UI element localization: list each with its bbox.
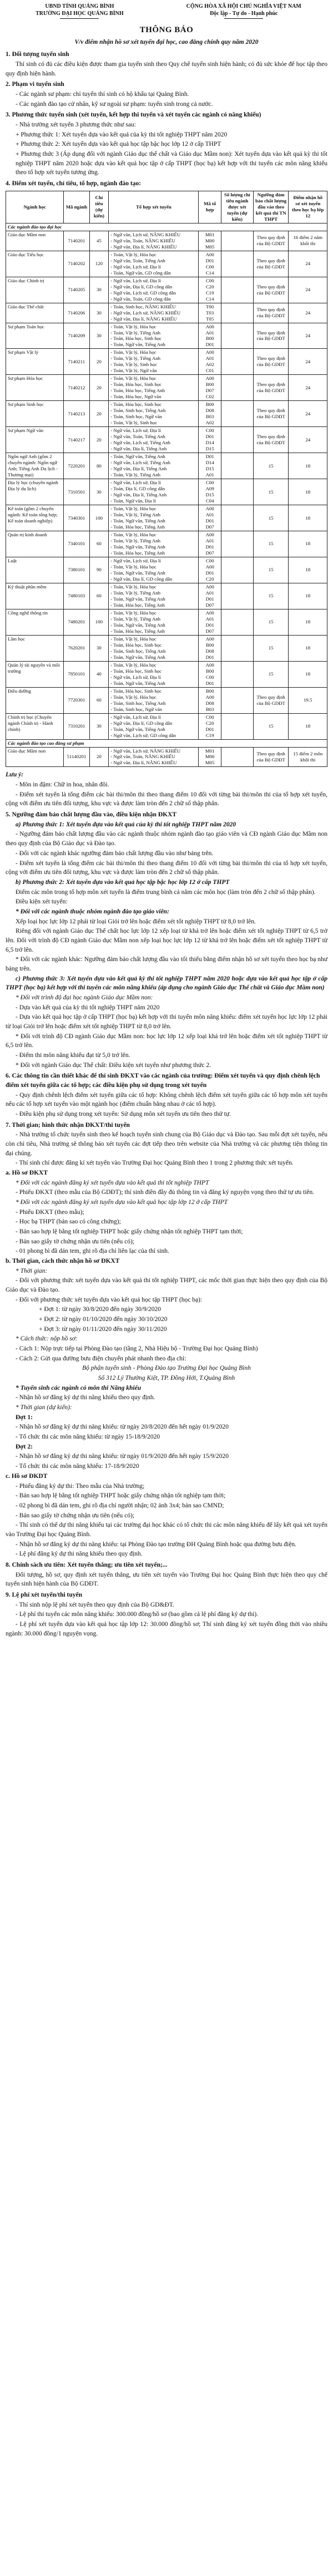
cell-threshold: Theo quy định của Bộ GDĐT [253, 323, 289, 349]
table-row [6, 303, 327, 323]
cell-combo-codes: A00 A01 D01 D07 [199, 583, 221, 609]
section-7c-text-1: - Phiếu đăng ký dự thi: Theo mẫu của Nhà trường; [16, 1482, 145, 1490]
cell-combos: - Ngữ văn, Lịch sử, Địa lí - Toán, Vật lý, Hóa học - Toán, Ngữ văn, Tiếng Anh - Ngữ văn, Địa lí, GD công dân [109, 557, 199, 583]
cell-major-code: 7140202 [64, 251, 89, 277]
cell-hoc-ba: 18 [289, 557, 327, 583]
cell-combo-codes: C00 C20 D01 C19 [199, 713, 221, 739]
motto-divider [224, 18, 263, 19]
cell-major-name: Kế toán (gồm 2 chuyên ngành: Kế toán tổng hợp; Kế toán doanh nghiệp) [6, 505, 64, 531]
section-3-text-2: + Phương thức 1: Xét tuyển dựa vào kết quả của kỳ thi tốt nghiệp THPT năm 2020 [16, 131, 228, 138]
cell-quota: 120 [89, 251, 109, 277]
section-5-method-2-text-1: Điểm các môn trong tổ hợp môn xét tuyển là điểm trung bình cả năm các môn học (làm tròn đến 2 chữ số thập phân). [16, 888, 316, 896]
section-4-heading: 4. Điểm xét tuyển, chỉ tiêu, tổ hợp, ngành đào tạo: [6, 180, 142, 187]
cell-major-code: 7620201 [64, 635, 89, 661]
cell-quota-count [221, 713, 253, 739]
cell-threshold: 15 [253, 479, 289, 505]
cell-combos: - Toán, Hóa học, Sinh học - Toán, Sinh học, Tiếng Anh - Toán, Sinh học, Ngữ văn - Toán, Vật lý, Sinh học [109, 401, 199, 427]
cell-quota-count [221, 453, 253, 479]
cell-combo-codes: M01 M00 M05 [199, 747, 221, 767]
cell-quota-count [221, 251, 253, 277]
cell-quota: 30 [89, 713, 109, 739]
section-7b-text-19: - Nhận hồ sơ đăng ký dự thi năng khiếu: từ ngày 01/9/2020 đến hết ngày 15/9/2020 [16, 1453, 229, 1460]
cell-combo-codes: A00 D01 C00 C14 [199, 251, 221, 277]
cell-quota-count [221, 303, 253, 323]
section-7a-text-6: - Bản sao hợp lệ bằng tốt nghiệp THPT hoặc giấy chứng nhận tốt nghiệp THPT tạm thời; [16, 1228, 243, 1236]
section-7c-text-6: - Nhận hồ sơ đăng ký dự thi năng khiếu: tại Phòng Đào tạo trường ĐH Quảng Bình hoặc qua đường bưu điện. [16, 1541, 296, 1548]
section-7c-heading: c. Hồ sơ ĐKDT [6, 1472, 48, 1480]
col-header-major: Ngành học [6, 191, 64, 223]
section-5-method-2-text-3: * Đối với các ngành thuộc nhóm ngành đào tạo giáo viên: [16, 908, 169, 915]
section-2-text-1: - Các ngành sư phạm: chỉ tuyển thí sinh có hộ khẩu tại Quảng Bình. [16, 91, 189, 98]
section-5-method-1-text-2: - Đối với các ngành khác ngưỡng đảm bảo chất lượng đầu vào như bảng trên. [16, 850, 214, 857]
cell-hoc-ba: 18 [289, 531, 327, 557]
section-5-method-3-text-2: - Dựa vào kết quả của kỳ thi tốt nghiệp THPT năm 2020 [16, 1004, 160, 1011]
cell-quota: 20 [89, 401, 109, 427]
issuer-agency: UBND TỈNH QUẢNG BÌNH [45, 3, 114, 9]
cell-hoc-ba: 18 [289, 583, 327, 609]
section-7a-text-4: - Phiếu ĐKXT (theo mẫu); [16, 1208, 84, 1216]
cell-major-name: Địa lý học (chuyên ngành Địa lý du lịch) [6, 479, 64, 505]
cell-quota: 20 [89, 427, 109, 453]
cell-threshold: Theo quy định của Bộ GDĐT [253, 687, 289, 713]
table-row [6, 427, 327, 453]
cell-threshold: Theo quy định của Bộ GDĐT [253, 427, 289, 453]
cell-quota: 100 [89, 609, 109, 635]
cell-major-code: 7850101 [64, 661, 89, 687]
cell-quota-count [221, 557, 253, 583]
cell-quota: 80 [89, 453, 109, 479]
cell-hoc-ba: 24 [289, 427, 327, 453]
section-5-method-3-text-1: * Đối với trình độ đại học ngành Giáo dục Mầm non: [16, 994, 153, 1001]
section-5-heading: 5. Ngưỡng đảm bảo chất lượng đầu vào, điều kiện nhận ĐKXT [6, 811, 177, 819]
cell-threshold: 15 [253, 531, 289, 557]
section-7b-text-10: Bộ phận tuyển sinh - Phòng Đào tạo Trường Đại học Quảng Bình [82, 1365, 251, 1372]
national-motto: Độc lập - Tự do - Hạnh phúc [210, 10, 278, 17]
cell-quota-count [221, 505, 253, 531]
table-row [6, 375, 327, 401]
cell-hoc-ba: 24 [289, 401, 327, 427]
cell-threshold: 15 [253, 609, 289, 635]
cell-combo-codes: A00 A01 B00 D01 [199, 323, 221, 349]
cell-hoc-ba: 18 [289, 505, 327, 531]
table-row [6, 747, 327, 767]
cell-threshold: 15 [253, 635, 289, 661]
cell-major-name: Lâm học [6, 635, 64, 661]
cell-threshold: Theo quy định của Bộ GDĐT [253, 401, 289, 427]
table-row [6, 479, 327, 505]
section-5-method-3-text-6: * Đối với ngành Giáo dục Thể chất: Điều kiện xét tuyển như phương thức 2. [16, 1061, 211, 1069]
section-7-heading: 7. Thời gian; hình thức nhận ĐKXT/thi tuyển [6, 1121, 130, 1129]
table-row [6, 453, 327, 479]
col-header-combo-codes: Mã tổ hợp [199, 191, 221, 223]
cell-major-code: 7220201 [64, 453, 89, 479]
cell-quota: 20 [89, 349, 109, 375]
section-6-heading: 6. Các thông tin cần thiết khác để thí sinh ĐKXT vào các ngành của trường: Điểm xét tuyển và quy định chênh lệch điểm xét tuyển giữa các tổ hợp; các điều kiện phụ sử dụng trong xét tuyển [6, 1073, 320, 1089]
section-7a-text-2: - Phiếu ĐKXT (theo mẫu của Bộ GDĐT); thí sinh điền đầy đủ thông tin và đăng ký nguyện vọng theo thứ tự ưu tiên. [16, 1189, 315, 1196]
cell-quota: 60 [89, 583, 109, 609]
section-9-text-3: - Lệ phí xét tuyển dựa vào kết quả học tập lớp 12: 30.000 đồng/hồ sơ; Thí sinh đăng ký xét tuyển đồng thời vào nhiều ngành: 30.000 đồng/1 nguyện vọng. [6, 1620, 327, 1637]
table-row [6, 557, 327, 583]
cell-quota-count [221, 401, 253, 427]
cell-major-code: 7140209 [64, 323, 89, 349]
section-7c-text-2: - Bản sao hợp lệ bằng tốt nghiệp THPT hoặc giấy chứng nhận tốt nghiệp tạm thời; [16, 1492, 226, 1500]
cell-major-name: Sư phạm Ngữ văn [6, 427, 64, 453]
cell-quota-count [221, 583, 253, 609]
cell-major-code: 7140205 [64, 277, 89, 303]
cell-quota-count [221, 747, 253, 767]
cell-quota: 100 [89, 505, 109, 531]
section-5-method-3-text-5: - Điểm thi môn năng khiếu đạt từ 5,0 trở lên. [16, 1051, 130, 1059]
section-7b-text-16: - Nhận hồ sơ đăng ký dự thi năng khiếu: từ ngày 20/8/2020 đến hết ngày 01/9/2020 [16, 1424, 229, 1431]
header-divider [60, 18, 99, 19]
cell-quota-count [221, 635, 253, 661]
cell-quota: 30 [89, 635, 109, 661]
notes-text-1: - Môn in đậm: Chữ in hoa, nhân đôi. [16, 781, 109, 789]
cell-hoc-ba: 18 [289, 635, 327, 661]
section-5-method-3-heading: c) Phương thức 3: Xét tuyển dựa vào kết quả kỳ thi tốt nghiệp THPT năm 2020 hoặc dựa vào kết quả học tập ở cấp THPT (học bạ) kết hợp với thi tuyển các môn năng khiếu (áp dụng cho ngành Giáo dục Thể chất và Giáo dục Mầm non) [6, 975, 327, 992]
table-header-row [6, 191, 327, 223]
cell-combos: - Toán, Vật lý, Hóa học - Toán, Vật lý, Tiếng Anh - Toán, Ngữ văn, Tiếng Anh - Toán, Hóa học, Tiếng Anh [109, 531, 199, 557]
cell-major-name: Chính trị học (Chuyên ngành Chính trị - Hành chính) [6, 713, 64, 739]
cell-quota-count [221, 661, 253, 687]
cell-combos: - Ngữ văn, Lịch sử, Địa lí - Ngữ văn, Địa lí, GD công dân - Ngữ văn, Lịch sử, GD công dân - Ngữ văn, Toán, GD công dân [109, 277, 199, 303]
cell-combo-codes: M01 M00 M05 [199, 231, 221, 251]
cell-quota: 30 [89, 303, 109, 323]
section-5-method-2-text-6: * Đối với các ngành khác: Ngưỡng đảm bảo chất lượng đầu vào tối thiểu bằng điểm nhận hồ sơ xét tuyển theo học bạ như bảng trên. [6, 956, 327, 972]
col-header-combos: Tổ hợp xét tuyển [109, 191, 199, 223]
cell-major-name: Quản lý tài nguyên và môi trường [6, 661, 64, 687]
cell-major-code: 7140211 [64, 349, 89, 375]
cell-quota: 90 [89, 557, 109, 583]
cell-combo-codes: A00 B00 D07 C02 [199, 375, 221, 401]
table-group-university-label: Các ngành đào tạo đại học [6, 223, 327, 231]
cell-threshold: 15 [253, 453, 289, 479]
col-header-quota: Chỉ tiêu (dự kiến) [89, 191, 109, 223]
cell-major-name: Quản trị kinh doanh [6, 531, 64, 557]
cell-hoc-ba: 24 [289, 375, 327, 401]
cell-combos: - Toán, Vật lý, Hóa học - Toán, Hóa học, Sinh học - Ngữ văn, Lịch sử, Địa lí - Toán, Ngữ văn, Tiếng Anh [109, 661, 199, 687]
section-7c-text-4: - Bản sao giấy tờ chứng nhận ưu tiên (nếu có); [16, 1512, 134, 1519]
cell-major-code: 7140206 [64, 303, 89, 323]
notes-text-2: - Điểm xét tuyển là tổng điểm các bài thi/môn thi theo thang điểm 10 đối với từng bài thi/môn thi của tổ hợp xét tuyển, cộng với điểm ưu tiên đối tượng, khu vực và được làm tròn đến 2 chữ số thập phân. [6, 791, 327, 807]
table-row [6, 687, 327, 713]
cell-quota-count [221, 277, 253, 303]
section-5-method-3-text-3: - Dựa vào kết quả học tập ở cấp THPT (học bạ) kết hợp với thi tuyển môn năng khiếu: điểm xét tuyển học lực lớp 12 phải từ loại Giỏi trở lên hoặc điểm xét tốt nghiệp THPT từ 8,0 trở lên. [6, 1014, 327, 1030]
document-subtitle: V/v điểm nhận hồ sơ xét tuyển đại học, cao đẳng chính quy năm 2020 [74, 38, 259, 45]
cell-quota: 30 [89, 277, 109, 303]
cell-combos: - Toán, Sinh học, NĂNG KHIẾU - Ngữ văn, Lịch sử, NĂNG KHIẾU - Ngữ văn, Địa lí, NĂNG KHIẾU [109, 303, 199, 323]
table-row [6, 277, 327, 303]
table-group-university [6, 223, 327, 231]
cell-combo-codes: A00 B00 C00 D01 [199, 661, 221, 687]
cell-major-name: Giáo dục Mầm non [6, 747, 64, 767]
table-row [6, 323, 327, 349]
section-7a-heading: a. Hồ sơ ĐKXT [6, 1170, 48, 1176]
section-3-text-3: + Phương thức 2: Xét tuyển dựa vào kết quả học tập bậc học lớp 12 ở cấp THPT [16, 141, 221, 148]
col-header-threshold: Ngưỡng đảm bảo chất lượng đầu vào theo kết quả thi TN THPT [253, 191, 289, 223]
cell-quota: 20 [89, 747, 109, 767]
section-7b-text-5: + Đợt 2: từ ngày 01/10/2020 đến ngày 30/10/2020 [39, 1316, 168, 1323]
section-7c-text-7: - Lệ phí đăng ký dự thi năng khiếu theo quy định. [16, 1551, 143, 1558]
cell-combos: - Toán, Vật lý, Hóa học - Toán, Vật lý, Tiếng Anh - Toán, Ngữ văn, Tiếng Anh - Toán, Hóa học, Tiếng Anh [109, 609, 199, 635]
section-5-method-2-text-4: Xếp loại học lực lớp 12 phải từ loại Giỏi trở lên hoặc điểm xét tốt nghiệp THPT từ 8,0 trở lên. [16, 918, 256, 925]
cell-threshold: Theo quy định của Bộ GDĐT [253, 303, 289, 323]
cell-combos: - Ngữ văn, Lịch sử, NĂNG KHIẾU - Ngữ văn, Toán, NĂNG KHIẾU - Ngữ văn, Địa lí, NĂNG KHIẾU [109, 747, 199, 767]
cell-quota: 20 [89, 375, 109, 401]
cell-major-name: Giáo dục Mầm non [6, 231, 64, 251]
cell-major-code: 7480103 [64, 583, 89, 609]
section-7a-text-1: * Đối với các ngành đăng ký xét tuyển dựa vào kết quả thi tốt nghiệp THPT [16, 1179, 209, 1186]
table-row [6, 583, 327, 609]
section-9-text-2: - Lệ phí thi tuyển các môn năng khiếu: 300.000 đồng/hồ sơ (bao gồm cả lệ phí đăng ký dự thi). [16, 1611, 259, 1618]
cell-combos: - Toán, Vật lý, Hóa học - Toán, Vật lý, Tiếng Anh - Toán, Ngữ văn, Tiếng Anh - Toán, Hóa học, Tiếng Anh [109, 583, 199, 609]
cell-major-name: Sư phạm Sinh học [6, 401, 64, 427]
cell-quota-count [221, 231, 253, 251]
cell-major-code: 7310201 [64, 713, 89, 739]
cell-quota: 30 [89, 323, 109, 349]
cell-hoc-ba: 18 [289, 479, 327, 505]
cell-major-code: 7340301 [64, 505, 89, 531]
cell-threshold: 15 [253, 713, 289, 739]
cell-combos: - Toán, Vật lý, Hóa học - Toán, Hóa học, Sinh học - Toán, Hóa học, Tiếng Anh - Toán, Hóa học, Ngữ văn [109, 375, 199, 401]
cell-combos: - Toán, Vật lý, Hóa học - Toán, Hóa học, Sinh học - Toán, Sinh học, Tiếng Anh - Toán, Ngữ văn, Tiếng Anh [109, 635, 199, 661]
cell-hoc-ba: 18 [289, 661, 327, 687]
cell-major-code: 7140213 [64, 401, 89, 427]
cell-hoc-ba: 15 điểm 2 môn khối thi [289, 747, 327, 767]
cell-combo-codes: B00 D08 B03 A02 [199, 401, 221, 427]
section-5-method-1-heading: a) Phương thức 1: Xét tuyển dựa vào kết quả của kỳ thi tốt nghiệp THPT năm 2020 [16, 821, 236, 828]
cell-combos: - Toán, Vật lý, Hóa học - Toán, Vật lý, Tiếng Anh - Toán, Vật lý, Sinh học - Toán, Vật lý, Ngữ văn [109, 349, 199, 375]
notes-heading: Lưu ý: [6, 771, 24, 779]
section-7b-heading: b. Thời gian, cách thức nhận hồ sơ ĐKXT [6, 1258, 120, 1265]
section-5-method-1-text-3: - Điểm xét tuyển là tổng điểm các bài thi/môn thi theo thang điểm 10 đối với từng bài thi/môn thi của tổ hợp xét tuyển, cộng với điểm ưu tiên đối tượng, khu vực và được làm tròn đến 2 chữ số thập phân. [6, 860, 327, 876]
section-7b-text-4: + Đợt 1: từ ngày 30/8/2020 đến ngày 30/9/2020 [39, 1306, 162, 1313]
section-7-text-1: - Nhà trường tổ chức tuyển sinh theo kế hoạch tuyển sinh chung của Bộ Giáo dục và Đào tạo. Sau mỗi đợt xét tuyển, nếu còn chỉ tiêu, Nhà trường sẽ thông báo xét tuyển các đợt tiếp theo trên website của Nhà trường và các phương tiện thông tin đại chúng. [6, 1131, 327, 1157]
cell-hoc-ba: 16 điểm 2 năm khối thi [289, 231, 327, 251]
admission-table [6, 191, 327, 768]
section-7c-text-5: - Thí sinh có thể dự thi năng khiếu tại các trường đại học khác có tổ chức thi các môn năng khiếu để lấy kết quả xét tuyển vào Trường Đại học Quảng Bình. [6, 1522, 327, 1538]
cell-major-code: 7310501 [64, 479, 89, 505]
section-5-method-1-text-1: - Ngưỡng đảm bảo chất lượng đầu vào các ngành thuộc nhóm ngành đào tạo giáo viên và CĐ ngành Giáo dục Mầm non theo quy định của Bộ Giáo dục và Đào tạo. [6, 831, 327, 847]
table-row [6, 231, 327, 251]
section-9-heading: 9. Lệ phí xét tuyển/thi tuyển [6, 1591, 83, 1598]
col-header-quota-count: Số lượng chỉ tiêu ngành được xét tuyển (dự kiến) [221, 191, 253, 223]
cell-threshold: Theo quy định của Bộ GDĐT [253, 349, 289, 375]
section-5-method-2-text-5: Riêng đối với ngành Giáo dục Thể chất học lực lớp 12 xếp loại từ khá trở lên hoặc điểm xét tốt nghiệp THPT từ 6,5 trở lên. Đối với trình độ CĐ ngành Giáo dục Mầm non xếp loại học lực lớp 12 từ khá trở lên hoặc điểm xét tốt nghiệp THPT từ 6,5 trở lên. [6, 928, 327, 953]
section-2-heading: 2. Phạm vi tuyển sinh [6, 81, 64, 88]
cell-hoc-ba: 24 [289, 277, 327, 303]
document-title: THÔNG BÁO [139, 26, 194, 34]
country-name: CỘNG HÒA XÃ HỘI CHỦ NGHĨA VIỆT NAM [186, 3, 301, 9]
col-header-hoc-ba: Điểm nhận hồ sơ xét tuyển theo học bạ lớp 12 [289, 191, 327, 223]
cell-major-code: 7380101 [64, 557, 89, 583]
cell-threshold: Theo quy định của Bộ GDĐT [253, 277, 289, 303]
cell-quota-count [221, 375, 253, 401]
cell-combo-codes: A00 A01 D01 D07 [199, 505, 221, 531]
section-7b-text-13: - Nhận hồ sơ đăng ký dự thi năng khiếu theo quy định. [16, 1394, 155, 1401]
cell-hoc-ba: 18 [289, 453, 327, 479]
cell-combos: - Ngữ văn, Lịch sử, Địa lí - Ngữ văn, Toán, Tiếng Anh - Ngữ văn, Lịch sử, Tiếng Anh - Ngữ văn, Địa lí, Tiếng Anh [109, 427, 199, 453]
cell-quota-count [221, 531, 253, 557]
cell-major-name: Giáo dục Thể chất [6, 303, 64, 323]
section-7b-text-20: - Tổ chức thi các môn năng khiếu: 17-18/9/2020 [16, 1463, 139, 1470]
cell-quota-count [221, 427, 253, 453]
section-7b-text-9: - Cách 2: Gửi qua đường bưu điện chuyển phát nhanh theo địa chỉ: [16, 1355, 186, 1362]
cell-threshold: 15 [253, 661, 289, 687]
cell-quota: 30 [89, 479, 109, 505]
section-6-text-1: - Quy định chênh lệch điểm xét tuyển giữa các tổ hợp: Không chênh lệch điểm xét tuyển giữa các tổ hợp môn xét tuyển nếu các tổ hợp xét tuyển vào một ngành học (điểm chuẩn bằng nhau ở các tổ hợp). [6, 1091, 327, 1108]
cell-combo-codes: B00 A00 D08 B03 [199, 687, 221, 713]
cell-major-name: Giáo dục Tiểu học [6, 251, 64, 277]
section-9-text-1: - Thí sinh nộp lệ phí xét tuyển theo quy định của Bộ GD&ĐT. [16, 1601, 174, 1608]
cell-major-name: Điều dưỡng [6, 687, 64, 713]
cell-combo-codes: C00 D01 D14 D15 [199, 427, 221, 453]
cell-major-name: Kỹ thuật phần mềm [6, 583, 64, 609]
cell-combos: - Toán, Vật lý, Hóa học - Toán, Vật lý, Tiếng Anh - Toán, Hóa học, Sinh học - Toán, Ngữ văn, Tiếng Anh [109, 323, 199, 349]
cell-combos: - Toán, Hóa học, Sinh học - Toán, Vật lý, Hóa học - Toán, Sinh học, Tiếng Anh - Toán, Sinh học, Ngữ văn [109, 687, 199, 713]
table-row [6, 609, 327, 635]
cell-threshold: Theo quy định của Bộ GDĐT [253, 747, 289, 767]
section-7b-text-6: + Đợt 3: từ ngày 01/11/2020 đến ngày 30/11/2020 [39, 1325, 167, 1333]
cell-quota-count [221, 609, 253, 635]
cell-quota-count [221, 479, 253, 505]
cell-major-code: 7480201 [64, 609, 89, 635]
section-5-method-2-heading: b) Phương thức 2: Xét tuyển dựa vào kết quả học tập bậc học lớp 12 ở cấp THPT [16, 878, 230, 886]
issuer-school: TRƯỜNG ĐẠI HỌC QUẢNG BÌNH [36, 10, 124, 17]
section-5-method-3-text-4: * Đối với trình độ CĐ ngành Giáo dục Mầm non: học lực lớp 12 xếp loại khá trở lên hoặc điểm xét tốt nghiệp THPT từ 6,5 trở lên. [6, 1033, 327, 1049]
table-body [6, 223, 327, 767]
section-1-heading: 1. Đối tượng tuyển sinh [6, 51, 69, 58]
cell-hoc-ba: 24 [289, 303, 327, 323]
cell-combos: - Ngữ văn, Lịch sử, NĂNG KHIẾU - Ngữ văn, Toán, NĂNG KHIẾU - Ngữ văn, Địa lí, NĂNG KHIẾU [109, 231, 199, 251]
section-7c-text-3: - 02 phong bì đã dán tem, ghi rõ địa chỉ người nhận; 02 ảnh 3x4; bản sao CMND; [16, 1502, 224, 1509]
cell-combo-codes: A00 A01 D01 D07 [199, 609, 221, 635]
cell-combo-codes: C00 A09 D15 C04 [199, 479, 221, 505]
section-7b-text-7: * Cách thức: nộp hồ sơ: [16, 1335, 78, 1343]
table-row [6, 661, 327, 687]
section-6-text-2: - Điều kiện phụ sử dụng trong xét tuyển: Sử dụng môn xét tuyển ưu tiên theo thứ tự. [16, 1110, 231, 1117]
cell-major-code: 7720301 [64, 687, 89, 713]
cell-combo-codes: A00 A01 A02 C01 [199, 349, 221, 375]
section-7-text-2: - Thí sinh chỉ được đăng kí xét tuyển vào Trường Đại học Quảng Bình theo 1 trong 2 phương thức xét tuyển. [16, 1160, 294, 1167]
section-3-text-4: + Phương thức 3 (Áp dụng đối với ngành Giáo dục thể chất và Giáo dục Mầm non): Xét tuyển dựa vào kết quả kỳ thi tốt nghiệp THPT năm 2020 hoặc dựa vào kết quả học tập ở cấp THPT (học bạ) kết hợp với thi tuyển các môn năng khiếu theo tổ hợp xét tuyển tương ứng. [16, 151, 327, 176]
section-7a-text-8: - 01 phong bì đã dán tem, ghi rõ địa chỉ liên lạc của thí sinh. [16, 1248, 169, 1255]
cell-hoc-ba: 19.5 [289, 687, 327, 713]
table-row [6, 401, 327, 427]
table-row [6, 635, 327, 661]
table-row [6, 505, 327, 531]
section-7b-text-18: Đợt 2: [16, 1443, 33, 1450]
section-1-text: Thí sinh có đủ các điều kiện được tham gia tuyển sinh theo Quy chế tuyển sinh hiện hành; có đủ sức khỏe để học tập theo quy định hiện hành. [6, 61, 327, 77]
cell-combo-codes: C00 C20 C19 C14 [199, 277, 221, 303]
cell-major-code: 7140212 [64, 375, 89, 401]
cell-threshold: 15 [253, 557, 289, 583]
cell-hoc-ba: 24 [289, 323, 327, 349]
table-row [6, 251, 327, 277]
table-row [6, 713, 327, 739]
section-7b-text-12: * Tuyển sinh các ngành có môn thi Năng khiếu [16, 1384, 142, 1391]
table-group-college [6, 739, 327, 747]
cell-major-code: 7340101 [64, 531, 89, 557]
cell-major-name: Ngôn ngữ Anh (gồm 2 chuyên ngành: Ngôn ngữ Anh; Tiếng Anh Du lịch - Thương mại) [6, 453, 64, 479]
cell-quota: 40 [89, 661, 109, 687]
section-3-heading: 3. Phương thức tuyển sinh (xét tuyển, kết hợp thi tuyển và xét tuyển các ngành có năng khiếu) [6, 111, 261, 119]
col-header-code: Mã ngành [64, 191, 89, 223]
table-row [6, 349, 327, 375]
cell-combos: - Toán, Ngữ văn, Tiếng Anh - Ngữ văn, Lịch sử, Tiếng Anh - Ngữ văn, Địa lí, Tiếng Anh - Toán, Vật lý, Tiếng Anh [109, 453, 199, 479]
section-7b-text-15: Đợt 1: [16, 1414, 33, 1421]
cell-hoc-ba: 18 [289, 609, 327, 635]
cell-combos: - Ngữ văn, Lịch sử, Địa lí - Toán, Địa lí, GD công dân - Ngữ văn, Địa lí, Tiếng Anh - Toán, Ngữ văn, Địa lí [109, 479, 199, 505]
section-7b-text-2: - Đối với phương thức xét tuyển dựa vào kết quả thi tốt nghiệp THPT, các mốc thời gian thực hiện theo quy định của Bộ Giáo dục và Đào tạo. [6, 1277, 327, 1294]
section-7b-text-14: * Thời gian (dự kiến): [16, 1404, 72, 1411]
section-7a-text-7: - Bản sao giấy tờ chứng nhận ưu tiên (nếu có); [16, 1238, 134, 1245]
section-7b-text-1: * Thời gian: [16, 1267, 48, 1274]
cell-major-name: Luật [6, 557, 64, 583]
table-row [6, 531, 327, 557]
cell-quota-count [221, 687, 253, 713]
cell-hoc-ba: 18 [289, 713, 327, 739]
cell-major-name: Sư phạm Toán học [6, 323, 64, 349]
cell-hoc-ba: 24 [289, 349, 327, 375]
cell-threshold: Theo quy định của Bộ GDĐT [253, 251, 289, 277]
section-7a-text-5: - Học bạ THPT (bản sao có công chứng); [16, 1218, 121, 1226]
cell-major-code: 7140201 [64, 231, 89, 251]
cell-major-name: Sư phạm Hóa học [6, 375, 64, 401]
cell-combo-codes: A00 B00 D08 D01 [199, 635, 221, 661]
cell-combo-codes: T00 T03 T05 [199, 303, 221, 323]
cell-quota: 60 [89, 531, 109, 557]
cell-combo-codes: C00 A00 D01 C20 [199, 557, 221, 583]
section-8-heading: 8. Chính sách ưu tiên: Xét tuyển thẳng; ưu tiên xét tuyển;... [6, 1561, 168, 1568]
cell-threshold: 15 [253, 505, 289, 531]
cell-major-code: 51140201 [64, 747, 89, 767]
cell-major-name: Sư phạm Vật lý [6, 349, 64, 375]
cell-quota: 60 [89, 687, 109, 713]
cell-threshold: Theo quy định của Bộ GDĐT [253, 375, 289, 401]
issuer-block [6, 3, 154, 19]
cell-threshold: 15 [253, 583, 289, 609]
section-7b-text-17: - Tổ chức thi các môn năng khiếu: từ ngày 15-18/9/2020 [16, 1434, 160, 1441]
section-3-text-1: - Nhà trường xét tuyển 3 phương thức như sau: [16, 121, 136, 129]
cell-combos: - Toán, Vật lý, Hóa học - Ngữ văn, Toán, Tiếng Anh - Ngữ văn, Lịch sử, Địa lí - Toán, Ngữ văn, GD công dân [109, 251, 199, 277]
national-block [160, 3, 327, 19]
section-8-text-1: Đối tượng, hồ sơ, quy định xét tuyển thẳng, ưu tiên xét tuyển vào Trường Đại học Quảng Bình thực hiện theo quy chế tuyển sinh hiện hành của Bộ GDĐT. [6, 1571, 327, 1588]
cell-threshold: Theo quy định của Bộ GDĐT [253, 231, 289, 251]
table-group-college-label: Các ngành đào tạo cao đẳng sư phạm [6, 739, 327, 747]
cell-combos: - Toán, Vật lý, Hóa học - Toán, Vật lý, Tiếng Anh - Toán, Ngữ văn, Tiếng Anh - Toán, Hóa học, Tiếng Anh [109, 505, 199, 531]
section-7b-text-3: - Đối với phương thức xét tuyển dựa vào kết quả học tập THPT (học bạ): [16, 1296, 203, 1303]
section-7b-text-11: Số 312 Lý Thường Kiệt, TP. Đồng Hới, T.Quảng Bình [98, 1375, 235, 1382]
cell-major-code: 7140217 [64, 427, 89, 453]
cell-combo-codes: D01 D14 D15 A01 [199, 453, 221, 479]
cell-quota: 45 [89, 231, 109, 251]
cell-major-name: Giáo dục Chính trị [6, 277, 64, 303]
section-7a-text-3: * Đối với các ngành đăng ký xét tuyển dựa vào kết quả học tập lớp 12 ở cấp THPT [16, 1199, 228, 1206]
section-5-method-2-text-2: Điều kiện xét tuyển: [16, 898, 68, 906]
section-7b-text-8: - Cách 1: Nộp trực tiếp tại Phòng Đào tạo (tầng 2, Nhà Hiệu bộ - Trường Đại học Quảng Bình) [16, 1345, 258, 1353]
cell-major-name: Công nghệ thông tin [6, 609, 64, 635]
section-2-text-2: - Các ngành đào tạo cử nhân, kỹ sư ngoài sư phạm: tuyển sinh trong cả nước. [16, 100, 213, 108]
cell-combos: - Ngữ văn, Lịch sử, Địa lí - Ngữ văn, Địa lí, GD công dân - Toán, Ngữ văn, Tiếng Anh - Ngữ văn, Lịch sử, GD công dân [109, 713, 199, 739]
document-header [6, 3, 327, 19]
cell-combo-codes: A00 A01 D01 D07 [199, 531, 221, 557]
cell-quota-count [221, 349, 253, 375]
cell-hoc-ba: 24 [289, 251, 327, 277]
cell-quota-count [221, 323, 253, 349]
